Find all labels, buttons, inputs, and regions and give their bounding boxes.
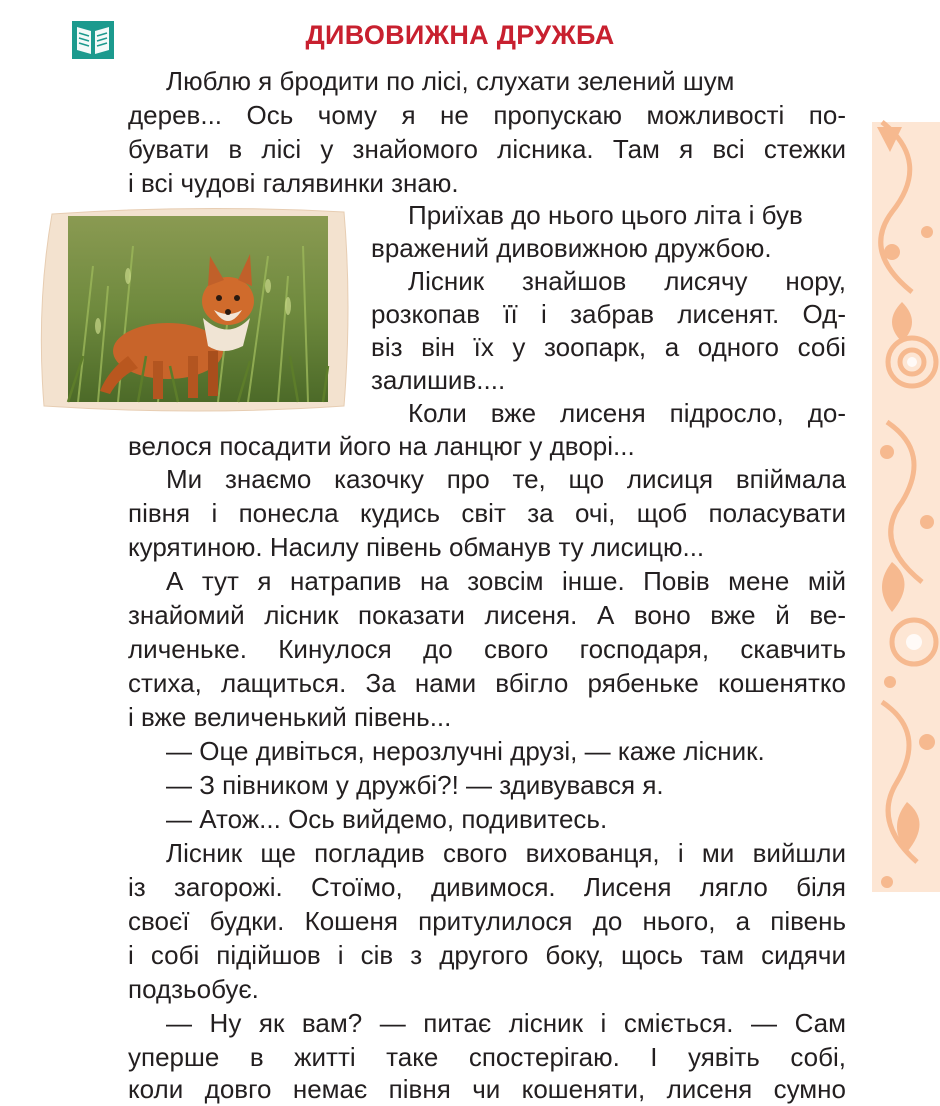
text-line: і всі чудові галявинки знаю. [128, 168, 459, 198]
page-title: ДИВОВИЖНА ДРУЖБА [305, 20, 615, 50]
text-line: коли довго немає півня чи кошеняти, лисеня сумно [128, 1074, 846, 1104]
text-line: — З півником у дружбі?! — здивувався я. [166, 770, 664, 800]
text-line: Ми знаємо казочку про те, що лисиця впіймала [166, 464, 846, 494]
text-line: стиха, лащиться. За нами вбігло рябеньке кошенятко [128, 668, 846, 698]
text-line: — Ну як вам? — питає лісник і сміється. — Сам [166, 1008, 846, 1038]
folk-ornament-decoration [872, 122, 940, 892]
text-line: уперше в житті таке спостерігаю. І уявіть собі, [128, 1042, 846, 1072]
text-line: віз він їх у зоопарк, а одного собі [371, 332, 846, 362]
text-line: Люблю я бродити по лісі, слухати зелений шум [166, 66, 735, 96]
text-line: розкопав її і забрав лисенят. Од- [371, 299, 846, 329]
text-line: Коли вже лисеня підросло, до- [408, 398, 846, 428]
text-line: курятиною. Насилу півень обманув ту лисицю... [128, 532, 705, 562]
text-line: Лісник ще погладив свого вихованця, і ми вийшли [166, 838, 846, 868]
text-line: своєї будки. Кошеня притулилося до нього, а півень [128, 906, 846, 936]
text-line: подзьобує. [128, 974, 259, 1004]
text-line: вражений дивовижною дружбою. [371, 233, 772, 263]
book-icon [72, 21, 114, 59]
text-line: Лісник знайшов лисячу нору, [408, 266, 846, 296]
text-line: залишив.... [371, 365, 506, 395]
text-line: А тут я натрапив на зовсім інше. Повів мене мій [166, 566, 846, 596]
fox-photo [38, 206, 352, 412]
text-line: і вже величенький півень... [128, 702, 452, 732]
text-line: півня і понесла кудись світ за очі, щоб поласувати [128, 498, 846, 528]
text-line: личеньке. Кинулося до свого господаря, скавчить [128, 634, 846, 664]
text-line: — Атож... Ось вийдемо, подивитесь. [166, 804, 608, 834]
text-line: із загорожі. Стоїмо, дивимося. Лисеня лягло біля [128, 872, 846, 902]
text-line: Приїхав до нього цього літа і був [408, 200, 803, 230]
text-line: знайомий лісник показати лисеня. А воно вже й ве- [128, 600, 846, 630]
text-line: дерев... Ось чому я не пропускаю можливості по- [128, 100, 846, 130]
text-line: — Оце дивіться, нерозлучні друзі, — каже лісник. [166, 736, 765, 766]
text-line: і собі підійшов і сів з другого боку, щось там сидячи [128, 940, 846, 970]
text-line: бувати в лісі у знайомого лісника. Там я всі стежки [128, 134, 846, 164]
text-line: велося посадити його на ланцюг у дворі... [128, 431, 635, 461]
